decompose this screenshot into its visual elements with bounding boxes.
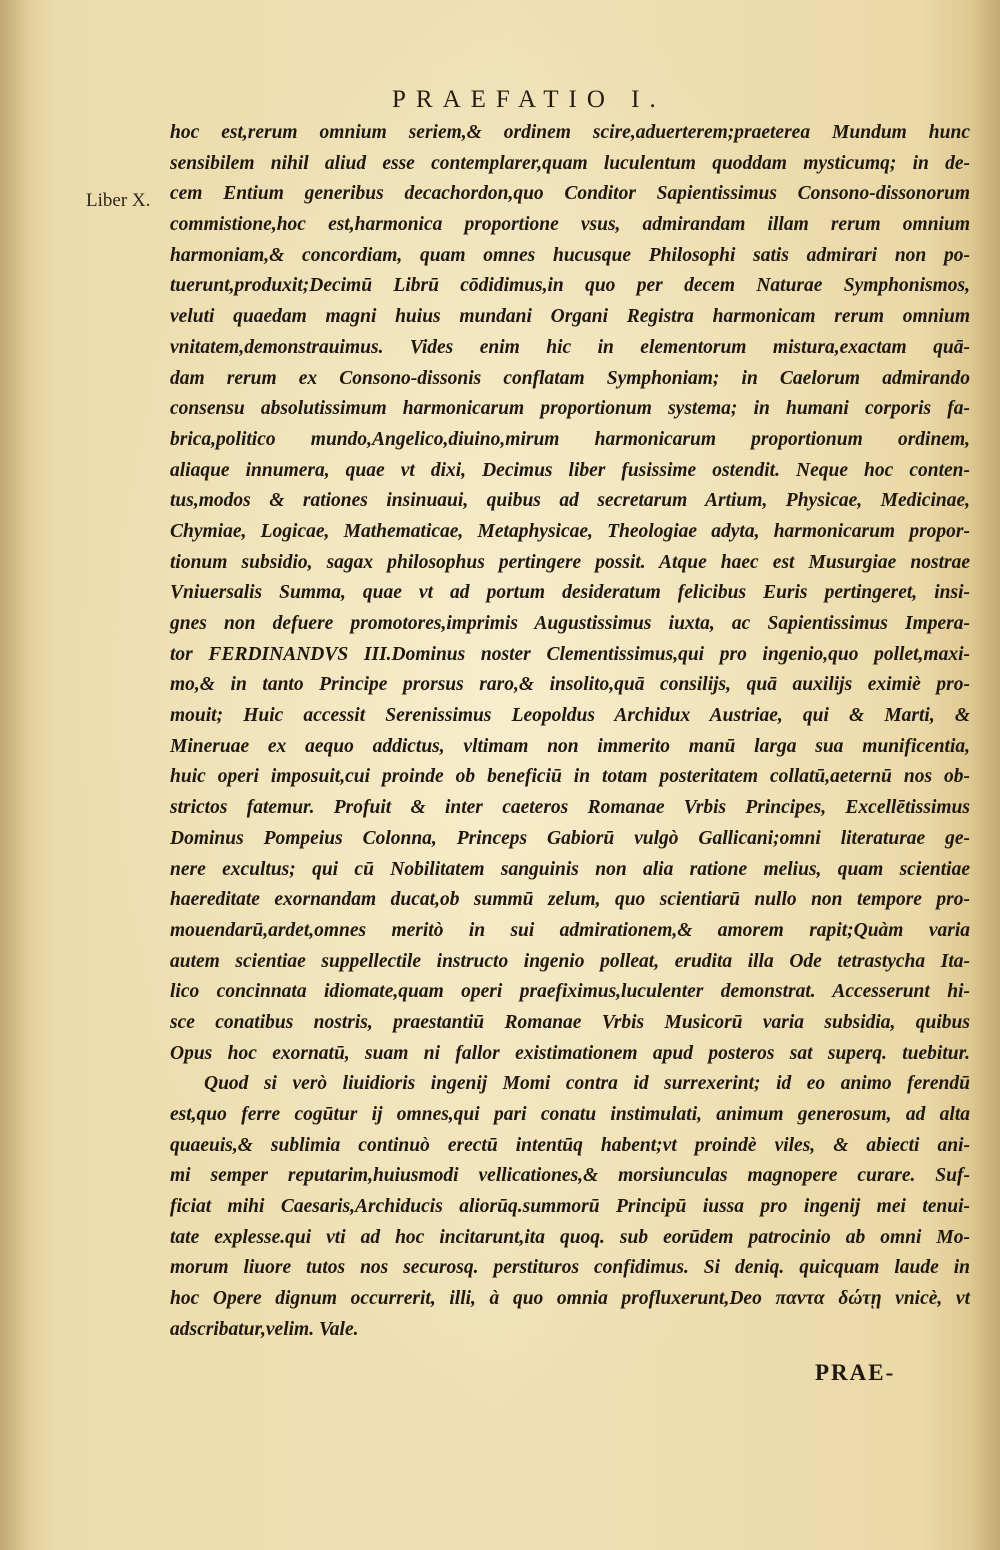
text-line: aliaque innumera, quae vt dixi, Decimus liber fusissime ostendit. Neque hoc conten- — [170, 459, 970, 481]
text-line: nere excultus; qui cū Nobilitatem sanguinis non alia ratione melius, quam scientiae — [170, 858, 970, 880]
text-line: consensu absolutissimum harmonicarum proportionum systema; in humani corporis fa- — [170, 398, 970, 420]
text-line: Mineruae ex aequo addictus, vltimam non immerito manū larga sua munificentia, — [170, 735, 970, 757]
text-line: dam rerum ex Consono-dissonis conflatam Symphoniam; in Caelorum admirando — [170, 367, 970, 389]
text-line: sensibilem nihil aliud esse contemplarer,quam luculentum quoddam mysticumq; in de- — [170, 152, 970, 174]
text-line: hoc est,rerum omnium seriem,& ordinem scire,aduerterem;praeterea Mundum hunc — [170, 122, 970, 143]
text-line: cem Entium generibus decachordon,quo Conditor Sapientissimus Consono-dissonorum — [170, 183, 970, 205]
catchword: PRAE- — [815, 1360, 896, 1385]
text-line: huic operi imposuit,cui proinde ob beneficiū in totam posteritatem collatū,aeternū nos ob- — [170, 766, 970, 788]
text-line: Chymiae, Logicae, Mathematicae, Metaphysicae, Theologiae adyta, harmonicarum propor- — [170, 520, 970, 542]
text-line: Dominus Pompeius Colonna, Princeps Gabiorū vulgò Gallicani;omni literaturae ge- — [170, 827, 970, 849]
text-line: haereditate exornandam ducat,ob summū zelum, quo scientiarū nullo non tempore pro- — [170, 889, 970, 911]
text-line: tionum subsidio, sagax philosophus pertingere possit. Atque haec est Musurgiae nostrae — [170, 551, 970, 573]
text-line: harmoniam,& concordiam, quam omnes hucusque Philosophi satis admirari non po- — [170, 244, 970, 266]
text-line: autem scientiae suppellectile instructo ingenio polleat, erudita illa Ode tetrastycha Ita- — [170, 950, 970, 972]
text-line: sce conatibus nostris, praestantiū Romanae Vrbis Musicorū varia subsidia, quibus — [170, 1011, 970, 1033]
margin-note: Liber X. — [86, 190, 151, 211]
text-line: ficiat mihi Caesaris,Archiducis aliorūq.summorū Principū iussa pro ingenij mei tenui- — [170, 1196, 970, 1218]
page-edge-shadow-right — [970, 0, 1000, 1550]
text-line: tuerunt,produxit;Decimū Librū cōdidimus,in quo per decem Naturae Symphonismos, — [170, 275, 970, 297]
text-line: tate explesse.qui vti ad hoc incitarunt,ita quoq. sub eorūdem patrocinio ab omni Mo- — [170, 1226, 970, 1248]
text-line: est,quo ferre cogūtur ij omnes,qui pari conatu instimulati, animum generosum, ad alta — [170, 1104, 970, 1125]
text-line: tor FERDINANDVS III.Dominus noster Clementissimus,qui pro ingenio,quo pollet,maxi- — [170, 643, 970, 665]
text-line: mouit; Huic accessit Serenissimus Leopoldus Archidux Austriae, qui & Marti, & — [170, 705, 970, 727]
text-line: mi semper reputarim,huiusmodi vellicationes,& morsiunculas magnopere curare. Suf- — [170, 1165, 970, 1187]
text-line: veluti quaedam magni huius mundani Organi Registra harmonicam rerum omnium — [170, 306, 970, 328]
text-line: mo,& in tanto Principe prorsus raro,& insolito,quā consilijs, quā auxilijs eximiè pro- — [170, 674, 970, 696]
page-edge-shadow-left — [0, 0, 30, 1550]
running-head: PRAEFATIO I. — [392, 86, 666, 113]
text-line: morum liuore tutos nos securosq. perstituros confidimus. Si deniq. quicquam laude in — [170, 1257, 970, 1279]
text-line: Vniuersalis Summa, quae vt ad portum desideratum felicibus Euris pertingeret, insi- — [170, 582, 970, 604]
text-line: Opus hoc exornatū, suam ni fallor existimationem apud posteros sat superq. tuebitur. — [170, 1042, 970, 1064]
text-line: gnes non defuere promotores,imprimis Augustissimus iuxta, ac Sapientissimus Impera- — [170, 613, 970, 634]
text-line: lico concinnata idiomate,quam operi praefiximus,luculenter demonstrat. Accesserunt hi- — [170, 981, 970, 1003]
text-line: mouendarū,ardet,omnes meritò in sui admirationem,& amorem rapit;Quàm varia — [170, 919, 970, 941]
text-line: commistione,hoc est,harmonica proportione vsus, admirandam illam rerum omnium — [170, 214, 970, 236]
text-line: strictos fatemur. Profuit & inter caeteros Romanae Vrbis Principes, Excellētissimus — [170, 797, 970, 819]
body-text — [170, 118, 970, 1346]
text-line: tus,modos & rationes insinuaui, quibus ad secretarum Artium, Physicae, Medicinae, — [170, 490, 970, 512]
text-line: Quod si verò liuidioris ingenij Momi contra id surrexerint; id eo animo ferendū — [204, 1073, 970, 1095]
text-line: adscribatur,velim. Vale. — [170, 1318, 359, 1340]
text-line: hoc Opere dignum occurrerit, illi, à quo omnia profluxerunt,Deo παντα δώτῃ vnicè, vt — [170, 1288, 970, 1310]
text-line: brica,politico mundo,Angelico,diuino,mirum harmonicarum proportionum ordinem, — [170, 428, 970, 450]
text-line: quaeuis,& sublimia continuò erectū intentūq habent;vt proindè viles, & abiecti ani- — [170, 1134, 970, 1156]
text-line: vnitatem,demonstrauimus. Vides enim hic in elementorum mistura,exactam quā- — [170, 336, 970, 358]
